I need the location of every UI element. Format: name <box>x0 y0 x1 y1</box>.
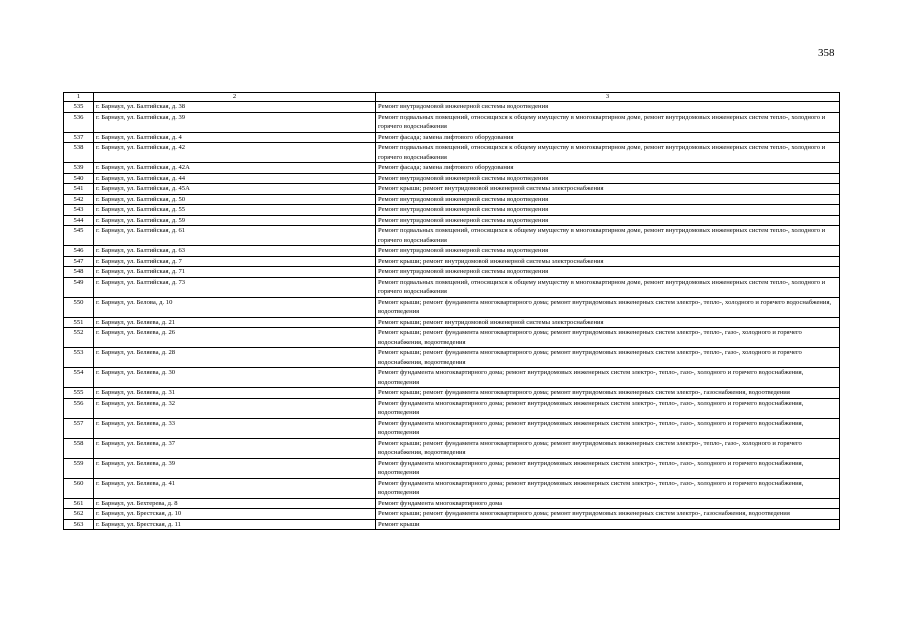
column-header-number: 1 <box>64 93 94 102</box>
row-number-cell: 544 <box>64 215 94 226</box>
address-cell: г. Барнаул, ул. Белова, д. 10 <box>94 297 376 317</box>
address-cell: г. Барнаул, ул. Балтийская, д. 4 <box>94 132 376 143</box>
row-number-cell: 561 <box>64 498 94 509</box>
address-cell: г. Барнаул, ул. Беляева, д. 31 <box>94 388 376 399</box>
row-number-cell: 562 <box>64 509 94 520</box>
row-number-cell: 563 <box>64 519 94 530</box>
address-cell: г. Барнаул, ул. Балтийская, д. 73 <box>94 277 376 297</box>
table-row <box>64 368 840 388</box>
address-cell: г. Барнаул, ул. Брестская, д. 10 <box>94 509 376 520</box>
address-cell: г. Барнаул, ул. Балтийская, д. 7 <box>94 256 376 267</box>
table-row <box>64 277 840 297</box>
work-description-cell: Ремонт крыши <box>376 519 840 530</box>
table-row <box>64 256 840 267</box>
table-row <box>64 132 840 143</box>
work-description-cell: Ремонт фундамента многоквартирного дома <box>376 498 840 509</box>
row-number-cell: 543 <box>64 205 94 216</box>
work-description-cell: Ремонт фундамента многоквартирного дома; ремонт внутридомовых инженерных систем электро-, тепло-, газо-, холодного и горячего водоснабжения, водоотведения <box>376 418 840 438</box>
work-description-cell: Ремонт фундамента многоквартирного дома; ремонт внутридомовых инженерных систем электро-, тепло-, газо-, холодного и горячего водоснабжения, водоотведения <box>376 458 840 478</box>
address-cell: г. Барнаул, ул. Беляева, д. 39 <box>94 458 376 478</box>
address-cell: г. Барнаул, ул. Балтийская, д. 44 <box>94 173 376 184</box>
row-number-cell: 548 <box>64 267 94 278</box>
work-description-cell: Ремонт фундамента многоквартирного дома; ремонт внутридомовых инженерных систем электро-, тепло-, газо-, холодного и горячего водоснабжения, водоотведения <box>376 478 840 498</box>
address-cell: г. Барнаул, ул. Балтийская, д. 71 <box>94 267 376 278</box>
row-number-cell: 551 <box>64 317 94 328</box>
table-row <box>64 398 840 418</box>
table-row <box>64 205 840 216</box>
address-cell: г. Барнаул, ул. Балтийская, д. 39 <box>94 112 376 132</box>
row-number-cell: 555 <box>64 388 94 399</box>
table-row <box>64 418 840 438</box>
table-row <box>64 328 840 348</box>
address-cell: г. Барнаул, ул. Балтийская, д. 61 <box>94 226 376 246</box>
row-number-cell: 559 <box>64 458 94 478</box>
table-row <box>64 102 840 113</box>
table-header-row <box>64 93 840 102</box>
row-number-cell: 553 <box>64 348 94 368</box>
work-description-cell: Ремонт фасада; замена лифтового оборудования <box>376 132 840 143</box>
address-cell: г. Барнаул, ул. Балтийская, д. 45А <box>94 184 376 195</box>
work-description-cell: Ремонт внутридомовой инженерной системы водоотведения <box>376 246 840 257</box>
table-row <box>64 348 840 368</box>
row-number-cell: 560 <box>64 478 94 498</box>
column-header-address: 2 <box>94 93 376 102</box>
work-description-cell: Ремонт крыши; ремонт внутридомовой инженерной системы электроснабжения <box>376 317 840 328</box>
row-number-cell: 550 <box>64 297 94 317</box>
table-row <box>64 519 840 530</box>
table-row <box>64 498 840 509</box>
row-number-cell: 557 <box>64 418 94 438</box>
row-number-cell: 552 <box>64 328 94 348</box>
row-number-cell: 554 <box>64 368 94 388</box>
address-cell: г. Барнаул, ул. Беляева, д. 33 <box>94 418 376 438</box>
table-row <box>64 438 840 458</box>
address-cell: г. Барнаул, ул. Беляева, д. 41 <box>94 478 376 498</box>
work-description-cell: Ремонт фундамента многоквартирного дома; ремонт внутридомовых инженерных систем электро-, тепло-, газо-, холодного и горячего водоснабжения, водоотведения <box>376 368 840 388</box>
repair-table <box>63 92 840 530</box>
address-cell: г. Барнаул, ул. Беляева, д. 21 <box>94 317 376 328</box>
table-row <box>64 297 840 317</box>
address-cell: г. Барнаул, ул. Бехтерева, д. 8 <box>94 498 376 509</box>
address-cell: г. Барнаул, ул. Беляева, д. 30 <box>94 368 376 388</box>
table-row <box>64 184 840 195</box>
work-description-cell: Ремонт внутридомовой инженерной системы водоотведения <box>376 205 840 216</box>
table-row <box>64 143 840 163</box>
work-description-cell: Ремонт подвальных помещений, относящихся к общему имуществу в многоквартирном доме, ремонт внутридомовых инженерных систем тепло-, холодного и горячего водоснабжения <box>376 143 840 163</box>
address-cell: г. Барнаул, ул. Беляева, д. 32 <box>94 398 376 418</box>
row-number-cell: 537 <box>64 132 94 143</box>
table-row <box>64 215 840 226</box>
work-description-cell: Ремонт внутридомовой инженерной системы водоотведения <box>376 194 840 205</box>
address-cell: г. Барнаул, ул. Беляева, д. 28 <box>94 348 376 368</box>
table-row <box>64 173 840 184</box>
work-description-cell: Ремонт подвальных помещений, относящихся к общему имуществу в многоквартирном доме, ремонт внутридомовых инженерных систем тепло-, холодного и горячего водоснабжения <box>376 226 840 246</box>
work-description-cell: Ремонт крыши; ремонт фундамента многоквартирного дома; ремонт внутридомовых инженерных систем электро-, газоснабжения, водоотведения <box>376 388 840 399</box>
address-cell: г. Барнаул, ул. Балтийская, д. 55 <box>94 205 376 216</box>
row-number-cell: 541 <box>64 184 94 195</box>
work-description-cell: Ремонт фасада; замена лифтового оборудования <box>376 163 840 174</box>
work-description-cell: Ремонт крыши; ремонт внутридомовой инженерной системы электроснабжения <box>376 256 840 267</box>
work-description-cell: Ремонт крыши; ремонт внутридомовой инженерной системы электроснабжения <box>376 184 840 195</box>
work-description-cell: Ремонт фундамента многоквартирного дома; ремонт внутридомовых инженерных систем электро-, тепло-, газо-, холодного и горячего водоснабжения, водоотведения <box>376 398 840 418</box>
table-row <box>64 267 840 278</box>
address-cell: г. Барнаул, ул. Беляева, д. 26 <box>94 328 376 348</box>
work-description-cell: Ремонт подвальных помещений, относящихся к общему имуществу в многоквартирном доме, ремонт внутридомовых инженерных систем тепло-, холодного и горячего водоснабжения <box>376 277 840 297</box>
work-description-cell: Ремонт крыши; ремонт фундамента многоквартирного дома; ремонт внутридомовых инженерных систем электро-, тепло-, газо-, холодного и горячего водоснабжения, водоотведения <box>376 438 840 458</box>
table-body <box>64 102 840 530</box>
work-description-cell: Ремонт внутридомовой инженерной системы водоотведения <box>376 173 840 184</box>
address-cell: г. Барнаул, ул. Балтийская, д. 42А <box>94 163 376 174</box>
row-number-cell: 558 <box>64 438 94 458</box>
row-number-cell: 545 <box>64 226 94 246</box>
work-description-cell: Ремонт внутридомовой инженерной системы водоотведения <box>376 215 840 226</box>
row-number-cell: 536 <box>64 112 94 132</box>
row-number-cell: 539 <box>64 163 94 174</box>
row-number-cell: 540 <box>64 173 94 184</box>
table-row <box>64 509 840 520</box>
address-cell: г. Барнаул, ул. Беляева, д. 37 <box>94 438 376 458</box>
address-cell: г. Барнаул, ул. Балтийская, д. 63 <box>94 246 376 257</box>
row-number-cell: 538 <box>64 143 94 163</box>
row-number-cell: 556 <box>64 398 94 418</box>
table-row <box>64 226 840 246</box>
table-row <box>64 388 840 399</box>
row-number-cell: 542 <box>64 194 94 205</box>
table-row <box>64 163 840 174</box>
address-cell: г. Барнаул, ул. Балтийская, д. 50 <box>94 194 376 205</box>
table-row <box>64 458 840 478</box>
work-description-cell: Ремонт крыши; ремонт фундамента многоквартирного дома; ремонт внутридомовых инженерных систем электро-, тепло-, холодного и горячего водоснабжения, водоотведения <box>376 297 840 317</box>
address-cell: г. Барнаул, ул. Брестская, д. 11 <box>94 519 376 530</box>
page-number: 358 <box>818 47 835 59</box>
address-cell: г. Барнаул, ул. Балтийская, д. 59 <box>94 215 376 226</box>
row-number-cell: 535 <box>64 102 94 113</box>
row-number-cell: 547 <box>64 256 94 267</box>
table-row <box>64 112 840 132</box>
work-description-cell: Ремонт внутридомовой инженерной системы водоотведения <box>376 267 840 278</box>
address-cell: г. Барнаул, ул. Балтийская, д. 38 <box>94 102 376 113</box>
table-row <box>64 317 840 328</box>
work-description-cell: Ремонт внутридомовой инженерной системы водоотведения <box>376 102 840 113</box>
work-description-cell: Ремонт подвальных помещений, относящихся к общему имуществу в многоквартирном доме, ремонт внутридомовых инженерных систем тепло-, холодного и горячего водоснабжения <box>376 112 840 132</box>
column-header-work: 3 <box>376 93 840 102</box>
table-row <box>64 194 840 205</box>
table-row <box>64 478 840 498</box>
address-cell: г. Барнаул, ул. Балтийская, д. 42 <box>94 143 376 163</box>
table-row <box>64 246 840 257</box>
work-description-cell: Ремонт крыши; ремонт фундамента многоквартирного дома; ремонт внутридомовых инженерных систем электро-, газоснабжения, водоотведения <box>376 509 840 520</box>
row-number-cell: 546 <box>64 246 94 257</box>
work-description-cell: Ремонт крыши; ремонт фундамента многоквартирного дома; ремонт внутридомовых инженерных систем электро-, тепло-, газо-, холодного и горячего водоснабжения, водоотведения <box>376 328 840 348</box>
work-description-cell: Ремонт крыши; ремонт фундамента многоквартирного дома; ремонт внутридомовых инженерных систем электро-, тепло-, газо-, холодного и горячего водоснабжения, водоотведения <box>376 348 840 368</box>
row-number-cell: 549 <box>64 277 94 297</box>
